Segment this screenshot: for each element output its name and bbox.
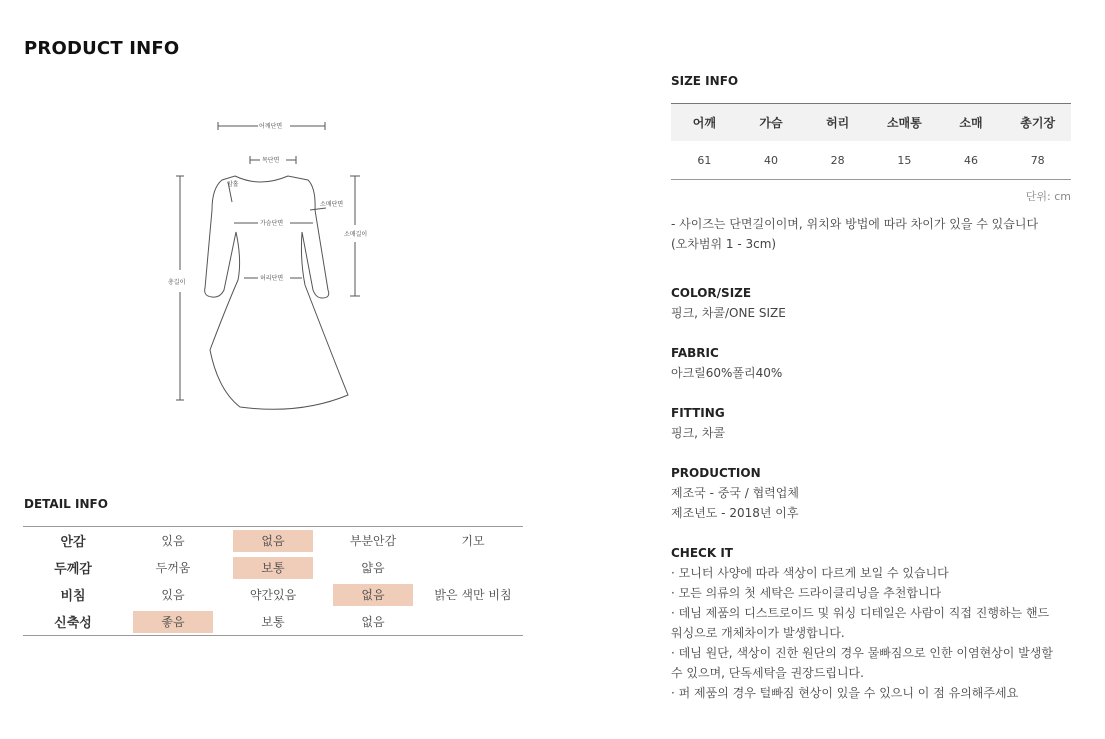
- detail-option-selected: 좋음: [133, 611, 213, 633]
- detail-option-selected: 보통: [233, 557, 313, 579]
- detail-info-title: DETAIL INFO: [24, 497, 108, 511]
- detail-option: [433, 611, 513, 633]
- size-header-cell: 총기장: [1020, 116, 1056, 130]
- check-it-line: 수 있으며, 단독세탁을 권장드립니다.: [671, 666, 864, 680]
- fitting-section: [671, 403, 1081, 443]
- detail-option-selected: 없음: [333, 584, 413, 606]
- detail-option: 없음: [361, 614, 385, 629]
- dress-measurement-diagram: [150, 110, 390, 420]
- detail-cell: [123, 608, 223, 635]
- detail-cell: [223, 554, 323, 581]
- color-size-text: 핑크, 차콜/ONE SIZE: [671, 306, 786, 320]
- label-total-length: 총길이: [168, 279, 186, 286]
- size-header-cell: 소매: [959, 116, 983, 130]
- detail-cell: [323, 581, 423, 608]
- size-header-cell: 어깨: [692, 116, 716, 130]
- production-line: 제조년도 - 2018년 이후: [671, 506, 799, 520]
- size-value-cell: 15: [897, 153, 912, 167]
- detail-cell: [423, 581, 523, 608]
- label-sleeve-width: 소매단면: [320, 201, 344, 208]
- page-title: PRODUCT INFO: [24, 38, 180, 59]
- size-value-cell: 28: [830, 153, 845, 167]
- size-header-cell: 소매통: [886, 116, 922, 130]
- check-it-line: 워싱으로 개체차이가 발생합니다.: [671, 626, 845, 640]
- detail-option: [433, 557, 513, 579]
- detail-cell: [423, 527, 523, 554]
- size-value-cell: 46: [964, 153, 979, 167]
- fabric-section: [671, 343, 1081, 383]
- check-it-line: · 모든 의류의 첫 세탁은 드라이클리닝을 추천합니다: [671, 586, 942, 600]
- size-value-cell: 61: [697, 153, 712, 167]
- detail-option: 있음: [161, 533, 185, 548]
- detail-cell: [223, 608, 323, 635]
- size-note: [671, 214, 1071, 254]
- production-title: PRODUCTION: [671, 466, 761, 480]
- detail-option: 부분안감: [349, 533, 397, 548]
- detail-option: 밝은 색만 비침: [434, 587, 512, 602]
- detail-row-label: 비침: [60, 589, 86, 604]
- label-chest: 가슴단면: [260, 220, 284, 227]
- production-section: [671, 463, 1081, 523]
- check-it-line: · 데님 원단, 색상이 진한 원단의 경우 물빠짐으로 인한 이염현상이 발생할: [671, 646, 1053, 660]
- detail-cell: [123, 581, 223, 608]
- label-sleeve-length: 소매길이: [344, 231, 368, 238]
- detail-cell: [423, 608, 523, 635]
- detail-row-label: 두께감: [54, 562, 92, 577]
- size-value-cell: 40: [764, 153, 778, 167]
- detail-cell: [223, 581, 323, 608]
- check-it-line: · 퍼 제품의 경우 털빠짐 현상이 있을 수 있으니 이 점 유의해주세요: [671, 686, 1019, 700]
- detail-cell: [123, 554, 223, 581]
- detail-option: 얇음: [361, 560, 385, 575]
- fitting-text: 핑크, 차콜: [671, 426, 725, 440]
- size-info-title: SIZE INFO: [671, 74, 739, 88]
- detail-option: 있음: [161, 587, 185, 602]
- detail-option: 약간있음: [249, 587, 297, 602]
- fabric-title: FABRIC: [671, 346, 719, 360]
- production-line: 제조국 - 중국 / 협력업체: [671, 486, 799, 500]
- detail-row: [23, 527, 523, 554]
- label-shoulder: 어깨단면: [259, 123, 283, 130]
- fitting-title: FITTING: [671, 406, 725, 420]
- detail-info-table: [23, 526, 523, 636]
- detail-row-label: 신축성: [54, 616, 92, 631]
- size-value-cell: 78: [1030, 153, 1045, 167]
- label-waist: 허리단면: [260, 275, 284, 282]
- detail-cell: [323, 527, 423, 554]
- size-note-line: (오차범위 1 - 3cm): [671, 237, 777, 251]
- detail-row: [23, 554, 523, 581]
- size-info-table: [671, 103, 1071, 180]
- detail-cell: [223, 527, 323, 554]
- label-neck: 목단면: [262, 157, 280, 164]
- size-header-cell: 허리: [826, 116, 850, 130]
- detail-option-selected: 없음: [233, 530, 313, 552]
- detail-row: [23, 581, 523, 608]
- detail-option: 보통: [261, 614, 285, 629]
- label-armhole: 암홀: [227, 181, 239, 188]
- size-value-row: [671, 141, 1071, 179]
- check-it-line: · 데님 제품의 디스트로이드 및 워싱 디테일은 사람이 직접 진행하는 핸드: [671, 606, 1050, 620]
- color-size-section: [671, 283, 1081, 323]
- size-note-line: - 사이즈는 단면길이이며, 위치와 방법에 따라 차이가 있을 수 있습니다: [671, 217, 1039, 231]
- check-it-title: CHECK IT: [671, 546, 733, 560]
- check-it-line: · 모니터 사양에 따라 색상이 다르게 보일 수 있습니다: [671, 566, 949, 580]
- size-header-row: [671, 104, 1071, 141]
- detail-row: [23, 608, 523, 635]
- size-header-cell: 가슴: [759, 116, 783, 130]
- detail-option: 기모: [461, 533, 485, 548]
- detail-option: 두꺼움: [155, 560, 191, 575]
- color-size-title: COLOR/SIZE: [671, 286, 752, 300]
- size-unit: 단위: cm: [1025, 190, 1071, 203]
- check-it-section: [671, 543, 1081, 703]
- fabric-text: 아크릴60%폴리40%: [671, 366, 783, 380]
- detail-cell: [323, 608, 423, 635]
- detail-cell: [123, 527, 223, 554]
- detail-row-label: 안감: [60, 535, 86, 550]
- detail-cell: [323, 554, 423, 581]
- detail-cell: [423, 554, 523, 581]
